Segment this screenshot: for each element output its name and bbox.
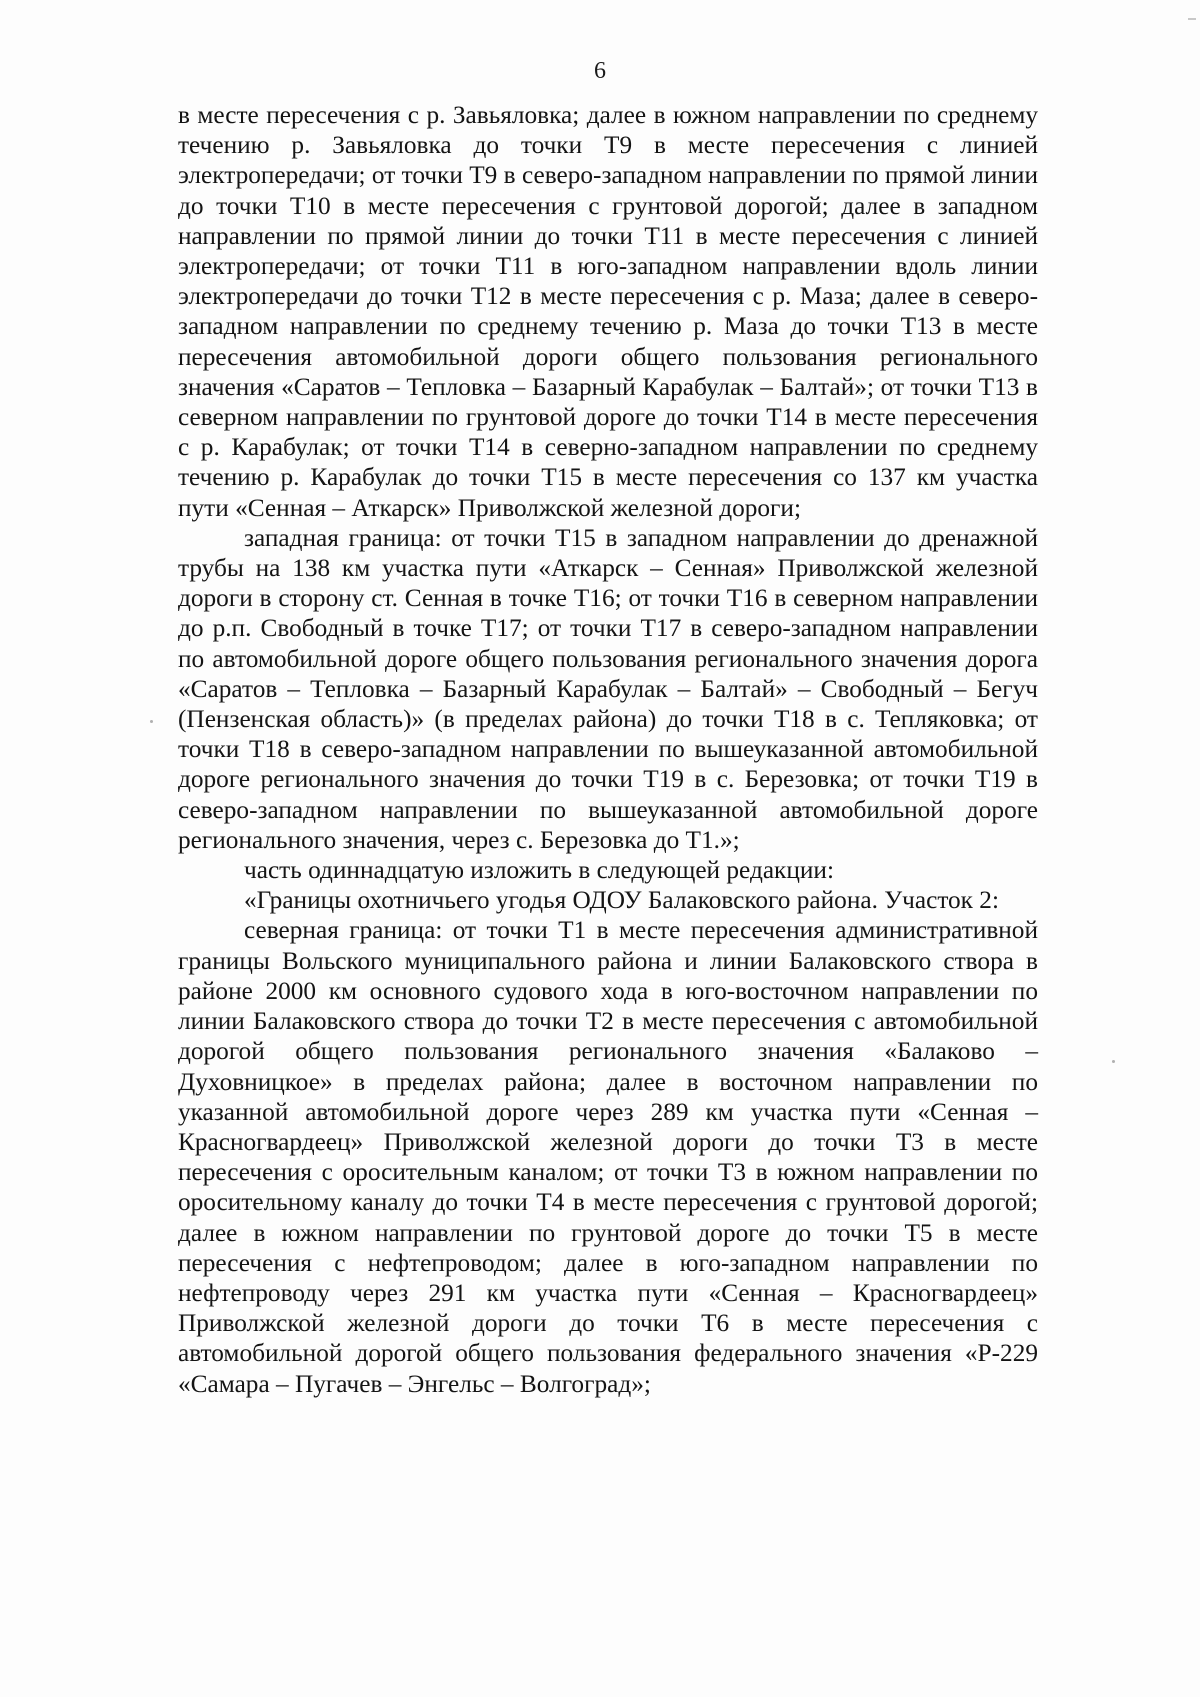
margin-scan-dot	[150, 720, 153, 723]
paragraph-continuation: в месте пересечения с р. Завьяловка; далее в южном направлении по среднему течению р. Завьяловка до точки Т9 в месте пересечения с линией электропередачи; от точки Т9 в северо-западном направлении по прямой линии до точки Т10 в месте пересечения с грунтовой дорогой; далее в западном направлении по прямой линии до точки Т11 в месте пересечения с линией электропередачи; от точки Т11 в юго-западном направлении вдоль линии электропередачи до точки Т12 в месте пересечения с р. Маза; далее в северо-западном направлении по среднему течению р. Маза до точки Т13 в месте пересечения автомобильной дороги общего пользования регионального значения «Саратов – Тепловка – Базарный Карабулак – Балтай»; от точки Т13 в северном направлении по грунтовой дороге до точки Т14 в месте пересечения с р. Карабулак; от точки Т14 в северно-западном направлении по среднему течению р. Карабулак до точки Т15 в месте пересечения со 137 км участка пути «Сенная – Аткарск» Приволжской железной дороги;	[178, 101, 1038, 522]
document-body	[178, 100, 1038, 1399]
paragraph-northern-border: северная граница: от точки Т1 в месте пересечения административной границы Вольского муниципального района и линии Балаковского створа в районе 2000 км основного судового хода в юго-восточном направлении по линии Балаковского створа до точки Т2 в месте пересечения с автомобильной дорогой общего пользования регионального значения «Балаково – Духовницкое» в пределах района; далее в восточном направлении по указанной автомобильной дороге через 289 км участка пути «Сенная – Красногвардеец» Приволжской железной дороги до точки Т3 в месте пересечения с оросительным каналом; от точки Т3 в южном направлении по оросительному каналу до точки Т4 в месте пересечения с грунтовой дорогой; далее в южном направлении по грунтовой дороге до точки Т5 в месте пересечения с нефтепроводом; далее в юго-западном направлении по нефтепроводу через 291 км участка пути «Сенная – Красногвардеец» Приволжской железной дороги до точки Т6 в месте пересечения с автомобильной дорогой общего пользования федерального значения «Р-229 «Самара – Пугачев – Энгельс – Волгоград»;	[178, 916, 1038, 1398]
scan-edge-mark	[1188, 18, 1196, 20]
paragraph-amendment-instruction: часть одиннадцатую изложить в следующей редакции:	[244, 856, 834, 885]
paragraph-western-border: западная граница: от точки Т15 в западном направлении до дренажной трубы на 138 км участка пути «Аткарск – Сенная» Приволжской железной дороги в сторону ст. Сенная в точке Т16; от точки Т16 в северном направлении до р.п. Свободный в точке Т17; от точки Т17 в северо-западном направлении по автомобильной дороге общего пользования регионального значения дорога «Саратов – Тепловка – Базарный Карабулак – Балтай» – Свободный – Бегуч (Пензенская область)» (в пределах района) до точки Т18 в с. Тепляковка; от точки Т18 в северо-западном направлении по вышеуказанной автомобильной дороге регионального значения до точки Т19 в с. Березовка; от точки Т19 в северо-западном направлении по вышеуказанной автомобильной дороге регионального значения, через с. Березовка до Т1.»;	[178, 523, 1038, 854]
margin-scan-dot	[1112, 1060, 1115, 1063]
paragraph-section-heading: «Границы охотничьего угодья ОДОУ Балаковского района. Участок 2:	[244, 886, 999, 915]
page-number: 6	[594, 58, 606, 84]
